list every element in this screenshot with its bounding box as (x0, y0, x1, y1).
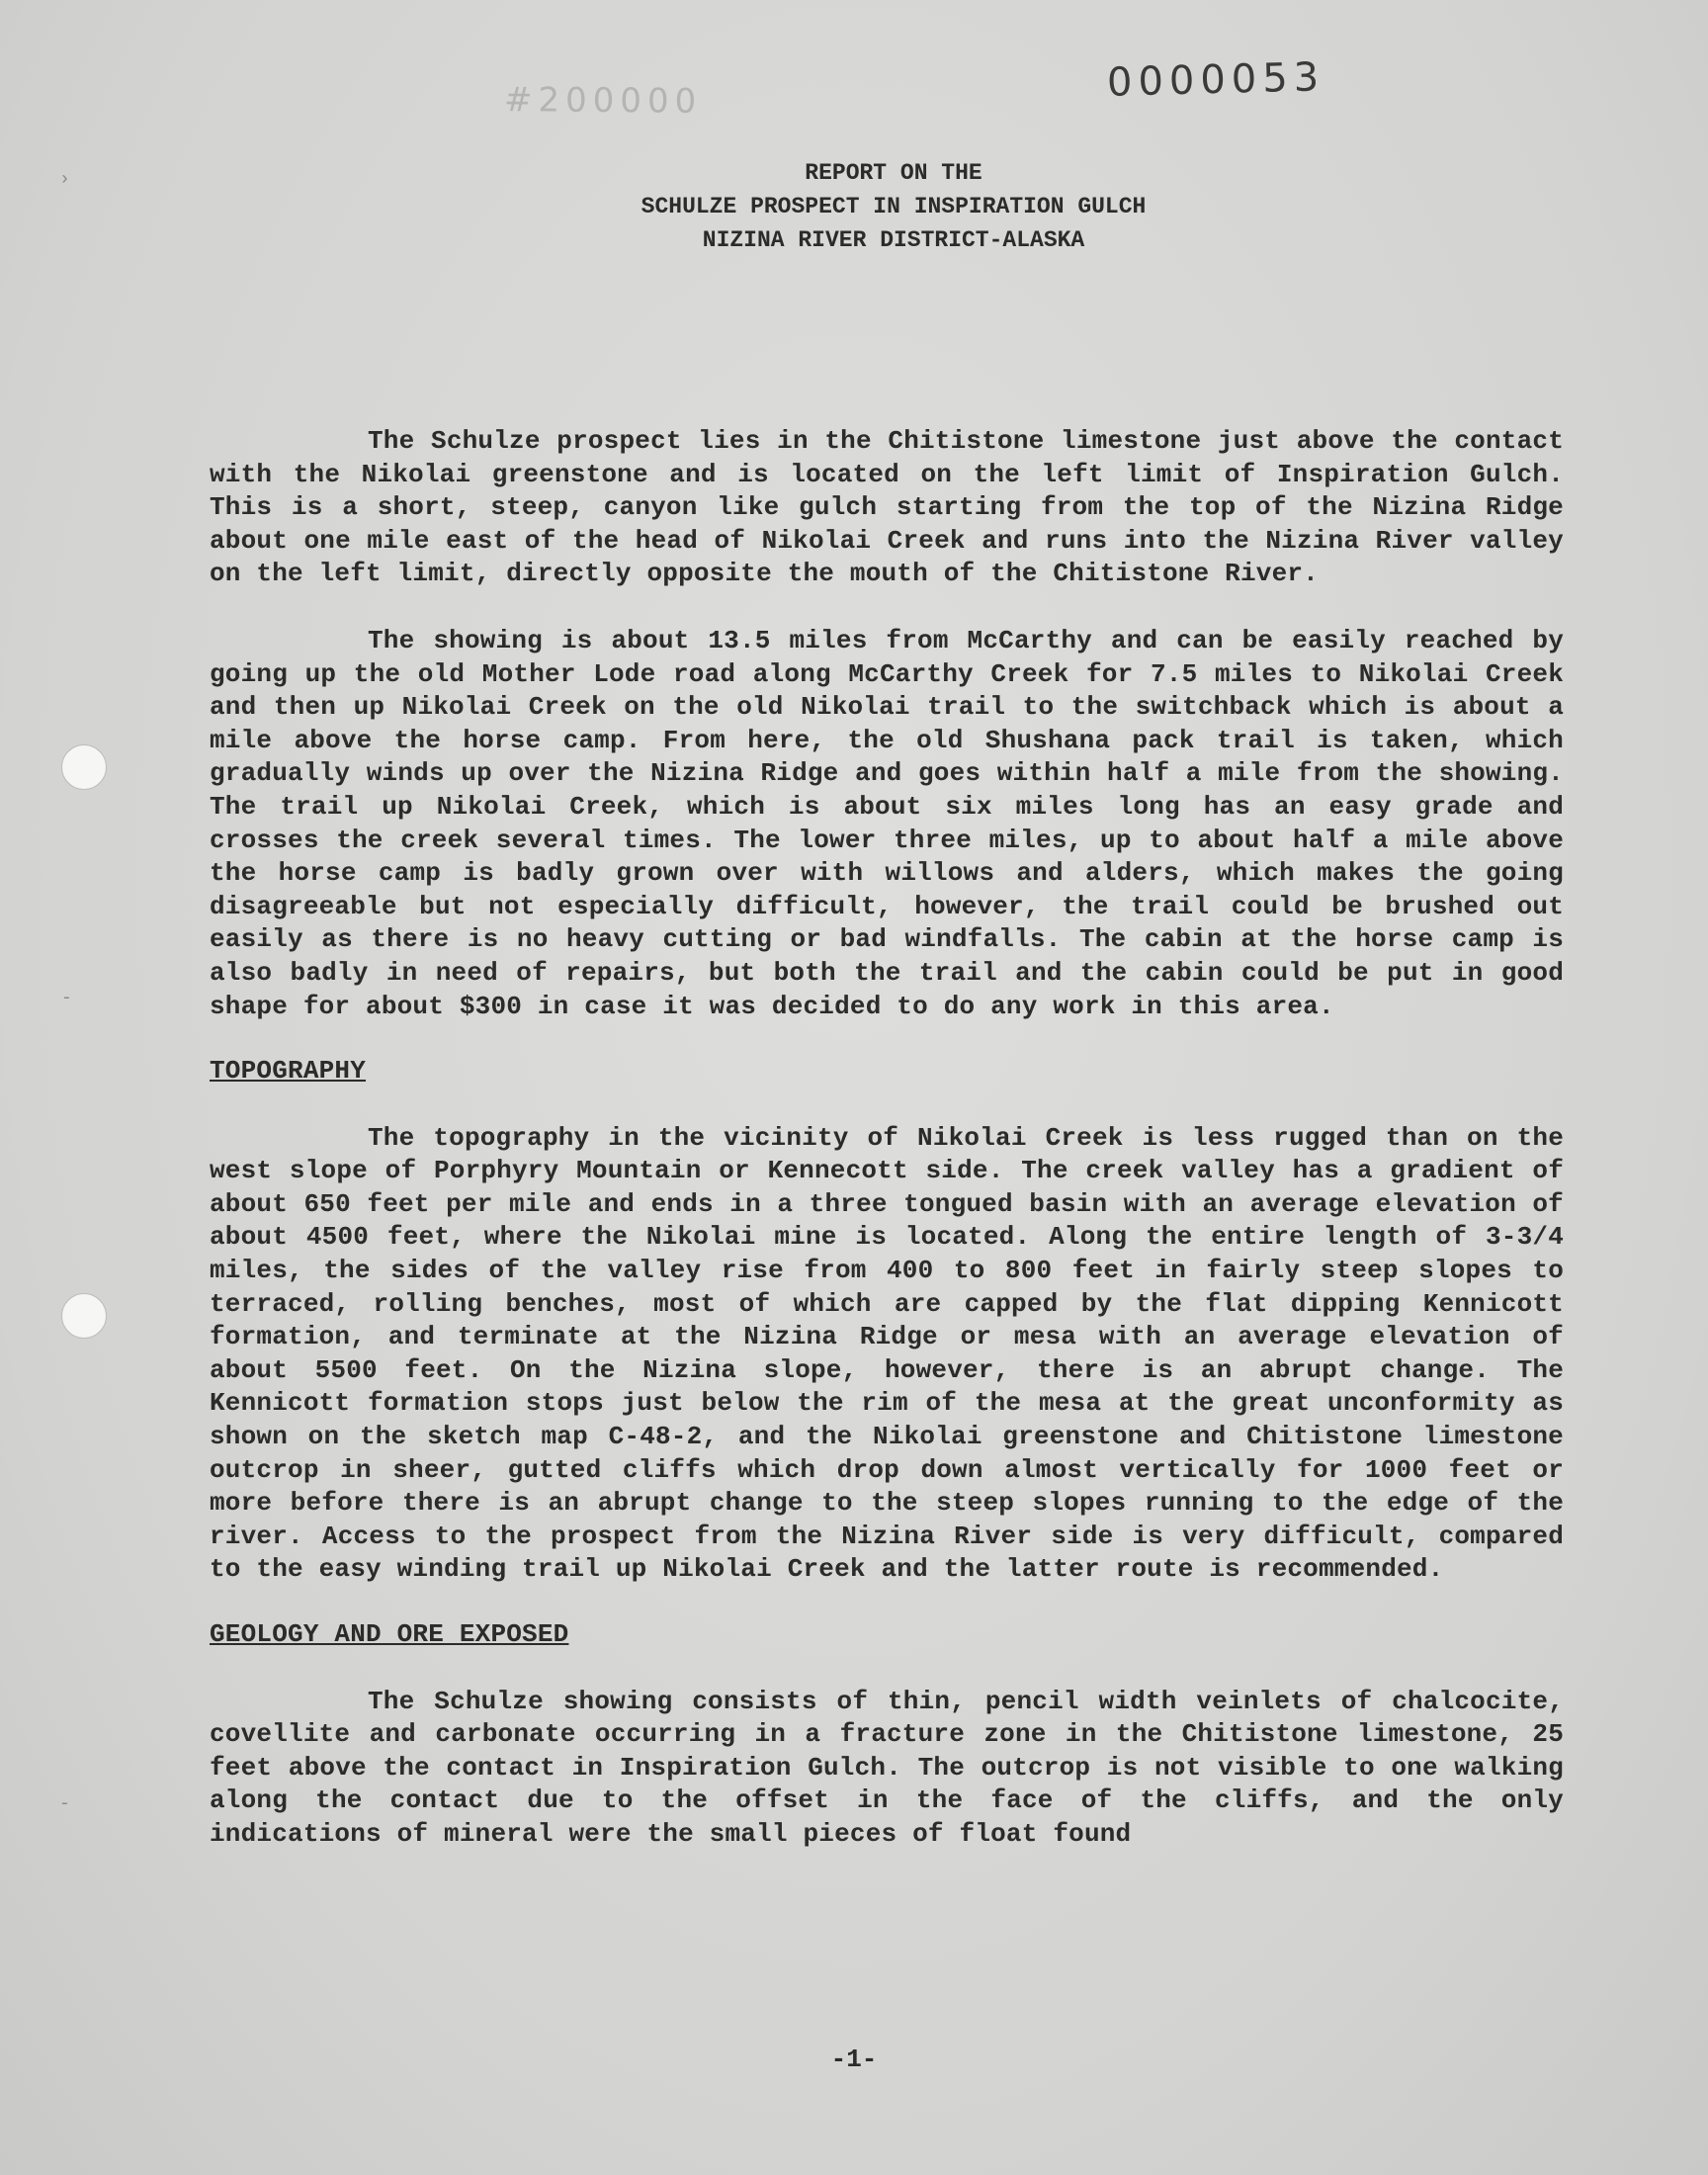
paragraph-intro-location: The Schulze prospect lies in the Chitistone limestone just above the contact with the Nikolai greenstone and is located on the left limit of Inspiration Gulch. This is a short, steep, canyon like gulch starting from the top of the Nizina Ridge about one mile east of the head of Nikolai Creek and runs into the Nizina River valley on the left limit, directly opposite the mouth of the Chitistone River. (210, 426, 1564, 589)
margin-mark: › (59, 170, 70, 190)
margin-mark: - (59, 1794, 70, 1814)
title-line-3: NIZINA RIVER DISTRICT-ALASKA (702, 227, 1085, 253)
punch-hole-lower (61, 1293, 107, 1339)
report-body (210, 425, 1564, 1852)
punch-hole-upper (61, 744, 107, 790)
paragraph-topography: The topography in the vicinity of Nikolai Creek is less rugged than on the west slope of Porphyry Mountain or Kennecott side. The creek valley has a gradient of about 650 feet per mile and ends in a three tongued basin with an average elevation of about 4500 feet, where the Nikolai mine is located. Along the entire length of 3-3/4 miles, the sides of the valley rise from 400 to 800 feet in fairly steep slopes to terraced, rolling benches, most of which are capped by the flat dipping Kennicott formation, and terminate at the Nizina Ridge or mesa with an average elevation of about 5500 feet. On the Nizina slope, however, there is an abrupt change. The Kennicott formation stops just below the rim of the mesa at the great unconformity as shown on the sketch map C-48-2, and the Nikolai greenstone and Chitistone limestone outcrop in sheer, gutted cliffs which drop down almost vertically for 1000 feet or more before there is an abrupt change to the steep slopes running to the edge of the river. Access to the prospect from the Nizina River side is very difficult, compared to the easy winding trail up Nikolai Creek and the latter route is recommended. (210, 1122, 1564, 1585)
heading-geology: GEOLOGY AND ORE EXPOSED (210, 1619, 569, 1649)
heading-topography: TOPOGRAPHY (210, 1056, 367, 1087)
title-line-1: REPORT ON THE (805, 160, 982, 186)
report-title (0, 156, 1708, 257)
paragraph-intro-access: The showing is about 13.5 miles from McCarthy and can be easily reached by going up the old Mother Lode road along McCarthy Creek for 7.5 miles to Nikolai Creek and then up Nikolai Creek on the old Nikolai trail to the switchback which is about a mile above the horse camp. From here, the old Shushana pack trail is taken, which gradually winds up over the Nizina Ridge and goes within half a mile from the showing. The trail up Nikolai Creek, which is about six miles long has an easy grade and crosses the creek several times. The lower three miles, up to about half a mile above the horse camp is badly grown over with willows and alders, which makes the going disagreeable but not especially difficult, however, the trail could be brushed out easily as there is no heavy cutting or bad windfalls. The cabin at the horse camp is also badly in need of repairs, but both the trail and the cabin could be put in good shape for about $300 in case it was decided to do any work in this area. (210, 625, 1564, 1021)
doc-number-ghost: #200000 (503, 80, 703, 122)
page-number: -1- (830, 2044, 878, 2074)
doc-number-stamp: 0000053 (1106, 54, 1325, 106)
margin-mark: - (61, 989, 72, 1008)
paragraph-geology: The Schulze showing consists of thin, pencil width veinlets of chalcocite, covellite and carbonate occurring in a fracture zone in the Chitistone limestone, 25 feet above the contact in Inspiration Gulch. The outcrop is not visible to one walking along the contact due to the offset in the face of the cliffs, and the only indications of mineral were the small pieces of float found (210, 1686, 1564, 1849)
title-line-2: SCHULZE PROSPECT IN INSPIRATION GULCH (640, 194, 1147, 219)
